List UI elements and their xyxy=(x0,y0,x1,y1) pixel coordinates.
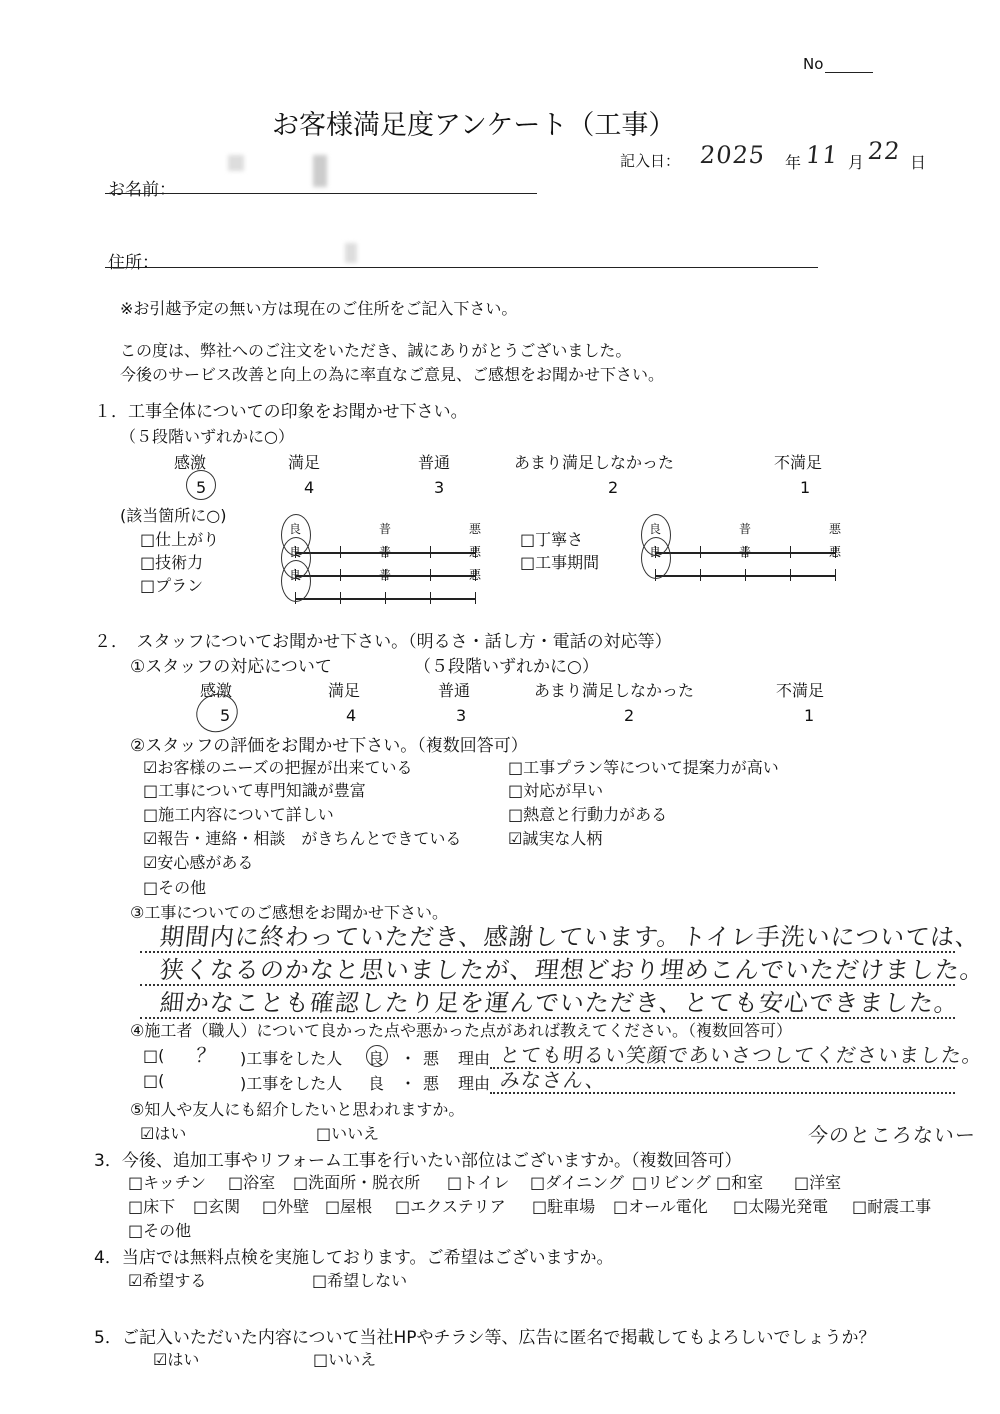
staff-check-item[interactable] xyxy=(143,826,461,849)
answer-line xyxy=(490,1092,955,1094)
scale-tick xyxy=(700,546,701,558)
date-year-unit: 年 xyxy=(785,153,802,172)
scale-tick xyxy=(340,546,341,558)
q1-scale-num[interactable]: 5 xyxy=(196,478,207,497)
scale-label-good[interactable]: 良 xyxy=(288,522,302,536)
q1-sub2: (該当箇所に○) xyxy=(120,506,227,525)
check-label: 熱意と行動力がある xyxy=(523,805,668,824)
staff-check-item[interactable] xyxy=(143,875,206,898)
scale-tick xyxy=(430,569,431,581)
intro-line-1: この度は、弊社へのご注文をいただき、誠にありがとうございました。 xyxy=(120,341,632,360)
q2-scale-num[interactable]: 4 xyxy=(346,706,357,725)
q1-scale-num[interactable]: 4 xyxy=(304,478,315,497)
scale-tick xyxy=(790,546,791,558)
q3-option[interactable]: □駐車場 xyxy=(532,1197,596,1216)
q4-yes[interactable]: ☑希望する xyxy=(128,1271,207,1290)
q1-scale-label: 満足 xyxy=(288,453,321,472)
answer-line xyxy=(140,984,955,986)
q1-item[interactable]: □仕上がり xyxy=(140,530,220,549)
scale-label-bad[interactable]: 悪 xyxy=(828,545,842,559)
p4-answer: とても明るい笑顔であいさつしてくださいました。 xyxy=(498,1043,985,1067)
q2-scale-num[interactable]: 5 xyxy=(220,706,231,725)
p4-bad[interactable]: 悪 xyxy=(423,1074,440,1093)
scale-label-bad[interactable]: 悪 xyxy=(828,522,842,536)
scale-label-good[interactable]: 良 xyxy=(648,522,662,536)
q2-scale-label: 満足 xyxy=(328,681,361,700)
staff-check-item[interactable] xyxy=(143,778,366,801)
address-label: 住所： xyxy=(108,253,159,273)
scale-label-good[interactable]: 良 xyxy=(648,545,662,559)
check-label: 対応が早い xyxy=(523,781,604,800)
checkbox-icon[interactable]: □ xyxy=(143,878,159,897)
checkbox-icon[interactable]: ☑ xyxy=(143,829,158,848)
q2-scale-label: 感激 xyxy=(200,681,233,700)
scale-tick xyxy=(475,592,476,604)
scale-tick xyxy=(340,569,341,581)
redacted-name xyxy=(313,155,327,187)
q3-option[interactable]: □洗面所・脱衣所 xyxy=(293,1173,421,1192)
q1-item[interactable]: □工事期間 xyxy=(520,553,600,572)
check-label: 報告・連絡・相談 がきちんとできている xyxy=(157,829,462,848)
name-label: お名前： xyxy=(108,180,176,200)
q3-option[interactable]: □屋根 xyxy=(325,1197,373,1216)
q3-option[interactable]: □キッチン xyxy=(128,1173,206,1192)
checkbox-icon[interactable]: □ xyxy=(143,781,159,800)
q2-scale-label: 不満足 xyxy=(776,681,825,700)
scale-tick xyxy=(385,592,386,604)
no-label: No xyxy=(803,55,824,73)
check-label: 施工内容について詳しい xyxy=(158,805,334,824)
answer-line xyxy=(140,1017,955,1019)
selection-circle xyxy=(366,1045,388,1067)
checkbox-icon[interactable]: ☑ xyxy=(508,829,523,848)
rating-scale[interactable] xyxy=(648,545,842,577)
answer-line xyxy=(140,951,955,953)
scale-tick xyxy=(430,592,431,604)
q3-option[interactable]: □床下 xyxy=(128,1197,176,1216)
p4-name: ？ xyxy=(194,1043,219,1067)
q1-item[interactable]: □丁寧さ xyxy=(520,530,584,549)
q3-other[interactable]: □その他 xyxy=(128,1221,192,1240)
p4-good[interactable]: 良 xyxy=(368,1074,385,1093)
checkbox-icon[interactable]: □ xyxy=(508,758,524,777)
q3-option[interactable]: □エクステリア xyxy=(395,1197,506,1216)
checkbox-icon[interactable]: □ xyxy=(508,805,524,824)
redacted-address xyxy=(345,243,357,263)
redacted-name xyxy=(228,155,244,171)
q2-scale-num[interactable]: 2 xyxy=(624,706,635,725)
staff-check-item[interactable] xyxy=(508,755,779,778)
check-label: 誠実な人柄 xyxy=(522,829,603,848)
p4-sep: ・ xyxy=(400,1074,417,1093)
q1-item[interactable]: □技術力 xyxy=(140,553,204,572)
q5-title: 5．ご記入いただいた内容について当社HPやチラシ等、広告に匿名で掲載してもよろしいでしょうか？ xyxy=(94,1328,876,1348)
q1-scale-label: 不満足 xyxy=(774,453,823,472)
q2-p3-answer-2: 狭くなるのかなと思いましたが、理想どおり埋めこんでいただけました。 xyxy=(158,956,987,984)
check-label: その他 xyxy=(158,878,207,897)
note: ※お引越予定の無い方は現在のご住所をご記入下さい。 xyxy=(120,299,518,318)
p4-reason: 理由 xyxy=(458,1074,491,1093)
q2-p1-sub: （５段階いずれかに○） xyxy=(414,657,599,677)
intro-line-2: 今後のサービス改善と向上の為に率直なご意見、ご感想をお聞かせ下さい。 xyxy=(120,365,665,384)
name-line xyxy=(105,193,537,194)
checkbox-icon[interactable]: ☑ xyxy=(143,758,158,777)
rating-scale[interactable] xyxy=(288,568,482,600)
q3-option[interactable]: □太陽光発電 xyxy=(733,1197,829,1216)
q3-option[interactable]: □和室 xyxy=(716,1173,764,1192)
staff-check-item[interactable] xyxy=(508,778,603,801)
p4-worker: )工事をした人 xyxy=(240,1074,343,1093)
q2-p5-no[interactable]: □いいえ xyxy=(316,1124,380,1143)
q3-title: 3．今後、追加工事やリフォーム工事を行いたい部位はございますか。（複数回答可） xyxy=(94,1151,742,1171)
q3-option[interactable]: □耐震工事 xyxy=(852,1197,932,1216)
p4-bad[interactable]: 悪 xyxy=(423,1049,440,1068)
staff-check-item[interactable] xyxy=(508,802,667,825)
q2-p5: ⑤知人や友人にも紹介したいと思われますか。 xyxy=(130,1100,465,1119)
scale-label-mid[interactable]: 普 xyxy=(378,522,392,536)
q1-scale-num[interactable]: 3 xyxy=(434,478,445,497)
q3-option[interactable]: □洋室 xyxy=(794,1173,842,1192)
date-year: 2025 xyxy=(698,141,767,169)
q5-yes[interactable]: ☑はい xyxy=(153,1350,200,1369)
checkbox-icon[interactable]: □ xyxy=(508,781,524,800)
p4-answer: みなさん、 xyxy=(498,1068,608,1092)
q5-no[interactable]: □いいえ xyxy=(313,1350,377,1369)
scale-tick xyxy=(340,592,341,604)
scale-label-mid[interactable]: 普 xyxy=(738,545,752,559)
scale-label-mid[interactable]: 普 xyxy=(378,568,392,582)
q1-scale-label: 感激 xyxy=(174,453,207,472)
q3-answer: 今のところないー xyxy=(806,1123,978,1147)
staff-check-item[interactable] xyxy=(143,802,334,825)
check-label: 工事について専門知識が豊富 xyxy=(158,781,366,800)
q2-scale-label: あまり満足しなかった xyxy=(534,681,695,700)
scale-tick xyxy=(430,546,431,558)
q3-option[interactable]: □オール電化 xyxy=(613,1197,708,1216)
q3-option[interactable]: □ダイニング xyxy=(530,1173,624,1192)
scale-tick xyxy=(835,569,836,581)
date-label: 記入日： xyxy=(620,152,681,170)
checkbox-icon[interactable]: □ xyxy=(143,805,159,824)
staff-check-item[interactable] xyxy=(143,755,413,778)
p4-box[interactable]: □( xyxy=(143,1046,165,1065)
date-month: 11 xyxy=(804,141,841,169)
selection-circle xyxy=(281,560,311,602)
scale-label-mid[interactable]: 普 xyxy=(378,545,392,559)
p4-reason: 理由 xyxy=(458,1049,491,1068)
check-label: 安心感がある xyxy=(157,853,254,872)
q2-p2: ②スタッフの評価をお聞かせ下さい。（複数回答可） xyxy=(130,736,528,756)
p4-good[interactable]: 良 xyxy=(368,1049,385,1068)
q2-scale-num[interactable]: 1 xyxy=(804,706,815,725)
scale-label-good[interactable]: 良 xyxy=(288,545,302,559)
q4-title: 4．当店では無料点検を実施しております。ご希望はございますか。 xyxy=(94,1248,614,1268)
page-title: お客様満足度アンケート（工事） xyxy=(272,110,676,141)
checkbox-icon[interactable]: ☑ xyxy=(143,853,158,872)
check-label: 工事プラン等について提案力が高い xyxy=(523,758,779,777)
q2-title: ２． スタッフについてお聞かせ下さい。（明るさ・話し方・電話の対応等） xyxy=(94,632,672,652)
q2-p3-answer-3: 細かなことも確認したり足を運んでいただき、とても安心できました。 xyxy=(158,989,961,1017)
q1-scale-num[interactable]: 1 xyxy=(800,478,811,497)
q2-p3: ③工事についてのご感想をお聞かせ下さい。 xyxy=(130,903,449,922)
scale-label-mid[interactable]: 普 xyxy=(738,522,752,536)
scale-label-bad[interactable]: 悪 xyxy=(468,568,482,582)
q2-p5-yes[interactable]: ☑はい xyxy=(140,1124,187,1143)
staff-check-item[interactable] xyxy=(143,850,253,873)
q3-option[interactable]: □浴室 xyxy=(228,1173,276,1192)
q3-option[interactable]: □外壁 xyxy=(262,1197,310,1216)
selection-circle xyxy=(641,537,671,579)
q2-scale-label: 普通 xyxy=(438,681,471,700)
address-line xyxy=(105,267,818,268)
q3-option[interactable]: □玄関 xyxy=(193,1197,241,1216)
p4-box[interactable]: □( xyxy=(143,1071,165,1090)
q2-p3-answer-1: 期間内に終わっていただき、感謝しています。トイレ手洗いについては、 xyxy=(158,923,982,951)
check-label: お客様のニーズの把握が出来ている xyxy=(157,758,413,777)
date-month-unit: 月 xyxy=(848,153,865,172)
no-line xyxy=(825,72,873,73)
date-day: 22 xyxy=(866,137,903,165)
selection-circle xyxy=(186,470,216,500)
q1-scale-label: あまり満足しなかった xyxy=(514,453,675,472)
scale-tick xyxy=(700,569,701,581)
q2-scale-num[interactable]: 3 xyxy=(456,706,467,725)
scale-tick xyxy=(790,569,791,581)
scale-label-bad[interactable]: 悪 xyxy=(468,545,482,559)
q1-scale-label: 普通 xyxy=(418,453,451,472)
q2-p4: ④施工者（職人）について良かった点や悪かった点があれば教えてください。（複数回答可） xyxy=(130,1021,793,1040)
scale-label-good[interactable]: 良 xyxy=(288,568,302,582)
q1-title: １．工事全体についての印象をお聞かせ下さい。 xyxy=(94,402,468,422)
scale-label-bad[interactable]: 悪 xyxy=(468,522,482,536)
q3-option[interactable]: □トイレ xyxy=(447,1173,510,1192)
q1-scale-num[interactable]: 2 xyxy=(608,478,619,497)
p4-sep: ・ xyxy=(400,1049,417,1068)
q1-sub: （５段階いずれかに○） xyxy=(120,427,294,446)
q4-no[interactable]: □希望しない xyxy=(312,1271,408,1290)
date-day-unit: 日 xyxy=(910,153,927,172)
q1-item[interactable]: □プラン xyxy=(140,576,204,595)
p4-worker: )工事をした人 xyxy=(240,1049,343,1068)
staff-check-item[interactable] xyxy=(508,826,602,849)
q3-option[interactable]: □リビング xyxy=(632,1173,711,1192)
q2-p1: ①スタッフの対応について xyxy=(130,657,332,677)
scale-tick xyxy=(745,569,746,581)
